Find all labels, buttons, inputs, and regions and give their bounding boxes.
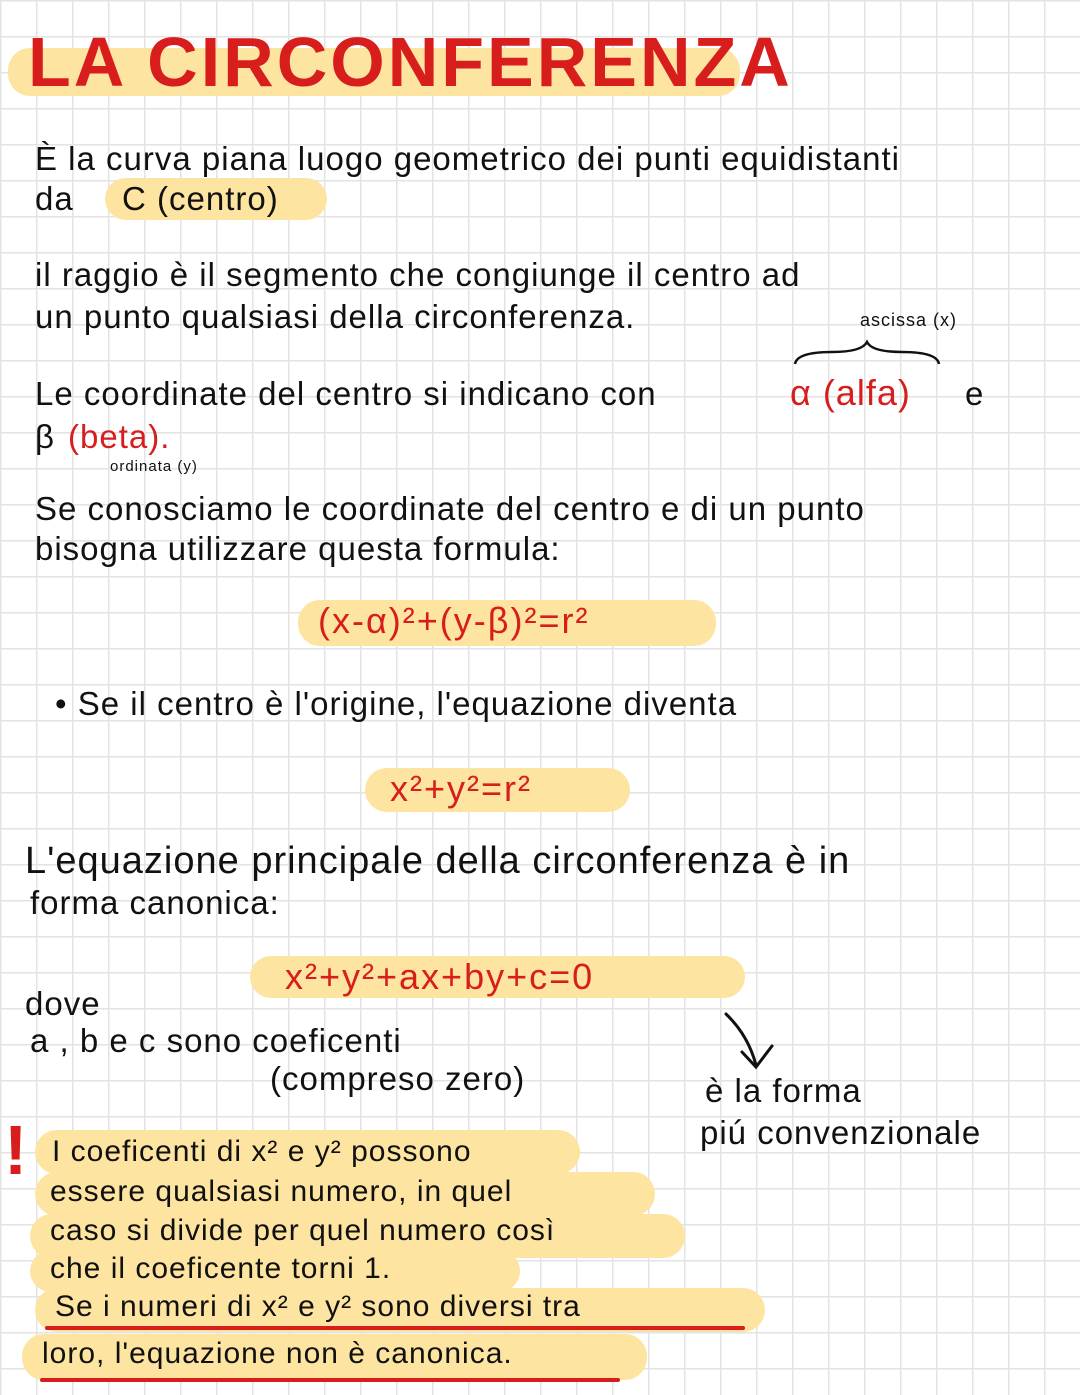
coefficients-label: a , b e c sono coeficenti [30, 1022, 402, 1059]
zero-note: (compreso zero) [270, 1060, 526, 1097]
beta-label: (beta). [68, 418, 171, 455]
formula-general: (x-α)²+(y-β)²=r² [318, 600, 590, 641]
side-note-line2: piú convenzionale [700, 1114, 982, 1151]
warning-line: che il coeficente torni 1. [50, 1252, 392, 1285]
definition-line1: È la curva piana luogo geometrico dei punti equidistanti [35, 140, 901, 177]
canonical-line2: forma canonica: [30, 884, 280, 921]
warning-line: essere qualsiasi numero, in quel [50, 1175, 513, 1208]
radius-line1: il raggio è il segmento che congiunge il centro ad [35, 256, 801, 293]
warning-line: loro, l'equazione non è canonica. [42, 1337, 513, 1370]
alfa-label: α (alfa) [790, 372, 911, 413]
arrow-down-icon [718, 1010, 778, 1072]
beta-symbol: β [35, 418, 55, 455]
formula-origin: x²+y²=r² [390, 768, 532, 809]
and-label: e [965, 375, 985, 412]
side-note-line1: è la forma [705, 1072, 862, 1109]
coordinates-line1: Le coordinate del centro si indicano con [35, 375, 657, 412]
origin-case: • Se il centro è l'origine, l'equazione diventa [55, 685, 738, 722]
warning-underline [40, 1378, 620, 1382]
ordinata-note: ordinata (y) [110, 458, 198, 475]
formula-intro-line1: Se conosciamo le coordinate del centro e di un punto [35, 490, 865, 527]
formula-canonical: x²+y²+ax+by+c=0 [285, 956, 595, 997]
warning-line: caso si divide per quel numero così [50, 1214, 556, 1247]
ascissa-note: ascissa (x) [860, 310, 958, 330]
page-title: LA CIRCONFERENZA [28, 23, 793, 101]
brace-icon [792, 338, 942, 368]
center-label: C (centro) [122, 180, 279, 217]
radius-line2: un punto qualsiasi della circonferenza. [35, 298, 636, 335]
formula-intro-line2: bisogna utilizzare questa formula: [35, 530, 561, 567]
warning-line: I coeficenti di x² e y² possono [52, 1135, 472, 1168]
canonical-line1: L'equazione principale della circonferenza è in [25, 840, 851, 882]
warning-underline [45, 1326, 745, 1330]
definition-line2-prefix: da [35, 180, 74, 217]
where-label: dove [25, 985, 101, 1022]
warning-mark: ! [4, 1111, 29, 1189]
warning-line: Se i numeri di x² e y² sono diversi tra [55, 1290, 581, 1323]
